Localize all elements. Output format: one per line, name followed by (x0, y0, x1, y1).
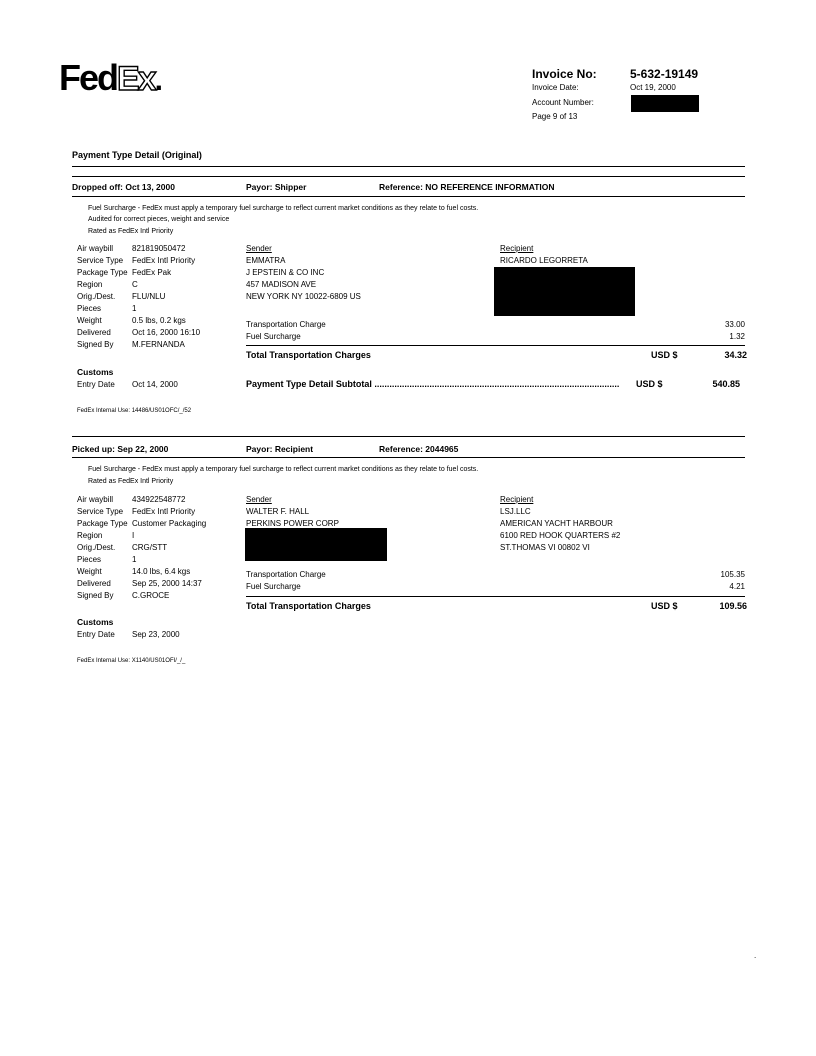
sender-label: Sender (246, 495, 272, 504)
total-label: Total Transportation Charges (246, 350, 371, 360)
detail-label: Weight (77, 567, 102, 576)
page-title: Payment Type Detail (Original) (72, 150, 202, 160)
fedex-logo: FedEx. (59, 57, 161, 98)
account-number-redaction (631, 95, 699, 112)
detail-label: Air waybill (77, 495, 114, 504)
charge-amount: 33.00 (724, 320, 745, 329)
recipient-line: 6100 RED HOOK QUARTERS #2 (500, 531, 621, 540)
charge-label: Fuel Surcharge (246, 332, 301, 341)
detail-label: Orig./Dest. (77, 292, 116, 301)
entry-date: Sep 23, 2000 (132, 630, 180, 639)
detail-label: Package Type (77, 519, 128, 528)
picked-up-date: Picked up: Sep 22, 2000 (72, 444, 169, 454)
sender-line: NEW YORK NY 10022-6809 US (246, 292, 361, 301)
detail-label: Signed By (77, 591, 114, 600)
recipient-line: ST.THOMAS VI 00802 VI (500, 543, 590, 552)
dropped-off-date: Dropped off: Oct 13, 2000 (72, 182, 175, 192)
reference: Reference: 2044965 (379, 444, 459, 454)
sender-line: 457 MADISON AVE (246, 280, 317, 289)
charge-amount: 4.21 (729, 582, 745, 591)
internal-use: FedEx Internal Use: 14486/US01OFC/_/52 (77, 408, 192, 414)
charge-label: Transportation Charge (246, 320, 326, 329)
detail-label: Region (77, 280, 103, 289)
note: Audited for correct pieces, weight and service (88, 216, 230, 223)
sender-line: EMMATRA (246, 256, 286, 265)
detail-label: Air waybill (77, 244, 114, 253)
detail-value: 1 (132, 555, 137, 564)
total-label: Total Transportation Charges (246, 601, 371, 611)
internal-use: FedEx Internal Use: X1140/US01OFI/_/_ (77, 658, 186, 664)
charge-amount: 1.32 (729, 332, 745, 341)
recipient-line: LSJ.LLC (500, 507, 531, 516)
note: Rated as FedEx Intl Priority (88, 228, 174, 235)
total-amount: 34.32 (724, 350, 747, 360)
payor: Payor: Shipper (246, 182, 307, 192)
detail-label: Orig./Dest. (77, 543, 116, 552)
divider (72, 176, 745, 177)
detail-label: Delivered (77, 579, 111, 588)
invoice-date: Oct 19, 2000 (630, 83, 676, 92)
subtotal-label: Payment Type Detail Subtotal .................................................................................................. (246, 379, 620, 389)
sender-line: J EPSTEIN & CO INC (246, 268, 325, 277)
detail-label: Weight (77, 316, 102, 325)
invoice-date-label: Invoice Date: (532, 83, 579, 92)
charge-amount: 105.35 (720, 570, 745, 579)
invoice-no-label: Invoice No: (532, 67, 597, 81)
detail-label: Pieces (77, 555, 102, 564)
detail-label: Package Type (77, 268, 128, 277)
detail-label: Region (77, 531, 103, 540)
customs-label: Customs (77, 617, 114, 627)
note: Rated as FedEx Intl Priority (88, 478, 174, 485)
detail-value: C (132, 280, 138, 289)
detail-value: Customer Packaging (132, 519, 207, 528)
recipient-line: RICARDO LEGORRETA (500, 256, 588, 265)
divider (72, 166, 745, 167)
detail-value: Sep 25, 2000 14:37 (132, 579, 202, 588)
detail-value: 821819050472 (132, 244, 186, 253)
recipient-label: Recipient (500, 495, 534, 504)
currency: USD $ (651, 601, 678, 611)
recipient-line: AMERICAN YACHT HARBOUR (500, 519, 613, 528)
detail-value: C.GROCE (132, 591, 170, 600)
entry-date: Oct 14, 2000 (132, 380, 178, 389)
detail-label: Pieces (77, 304, 102, 313)
sender-line: WALTER F. HALL (246, 507, 310, 516)
charge-label: Transportation Charge (246, 570, 326, 579)
recipient-label: Recipient (500, 244, 534, 253)
detail-label: Delivered (77, 328, 111, 337)
entry-date-label: Entry Date (77, 630, 115, 639)
detail-value: FedEx Intl Priority (132, 507, 196, 516)
sender-line: PERKINS POWER CORP (246, 519, 339, 528)
subtotal-currency: USD $ (636, 379, 663, 389)
note: Fuel Surcharge - FedEx must apply a temporary fuel surcharge to reflect current market conditions as they relate to fuel costs. (88, 205, 479, 212)
divider (72, 436, 745, 437)
invoice-no: 5-632-19149 (630, 67, 699, 81)
page-number: Page 9 of 13 (532, 112, 578, 121)
entry-date-label: Entry Date (77, 380, 115, 389)
customs-label: Customs (77, 367, 114, 377)
divider (246, 345, 745, 346)
recipient-redaction (494, 267, 635, 316)
payor: Payor: Recipient (246, 444, 314, 454)
reference: Reference: NO REFERENCE INFORMATION (379, 182, 555, 192)
detail-value: FedEx Pak (132, 268, 172, 277)
detail-label: Service Type (77, 507, 124, 516)
detail-value: 0.5 lbs, 0.2 kgs (132, 316, 186, 325)
divider (246, 596, 745, 597)
detail-value: FLU/NLU (132, 292, 166, 301)
detail-label: Service Type (77, 256, 124, 265)
sender-label: Sender (246, 244, 272, 253)
detail-value: FedEx Intl Priority (132, 256, 196, 265)
detail-value: I (132, 531, 135, 540)
subtotal-amount: 540.85 (712, 379, 740, 389)
detail-value: CRG/STT (132, 543, 168, 552)
footer-mark: . (754, 951, 757, 960)
detail-label: Signed By (77, 340, 114, 349)
charge-label: Fuel Surcharge (246, 582, 301, 591)
total-amount: 109.56 (719, 601, 747, 611)
note: Fuel Surcharge - FedEx must apply a temporary fuel surcharge to reflect current market conditions as they relate to fuel costs. (88, 466, 479, 473)
sender-redaction (245, 528, 387, 561)
divider (72, 196, 745, 197)
detail-value: Oct 16, 2000 16:10 (132, 328, 201, 337)
divider (72, 457, 745, 458)
detail-value: 1 (132, 304, 137, 313)
detail-value: 434922548772 (132, 495, 186, 504)
account-number-label: Account Number: (532, 98, 594, 107)
detail-value: M.FERNANDA (132, 340, 185, 349)
currency: USD $ (651, 350, 678, 360)
detail-value: 14.0 lbs, 6.4 kgs (132, 567, 191, 576)
